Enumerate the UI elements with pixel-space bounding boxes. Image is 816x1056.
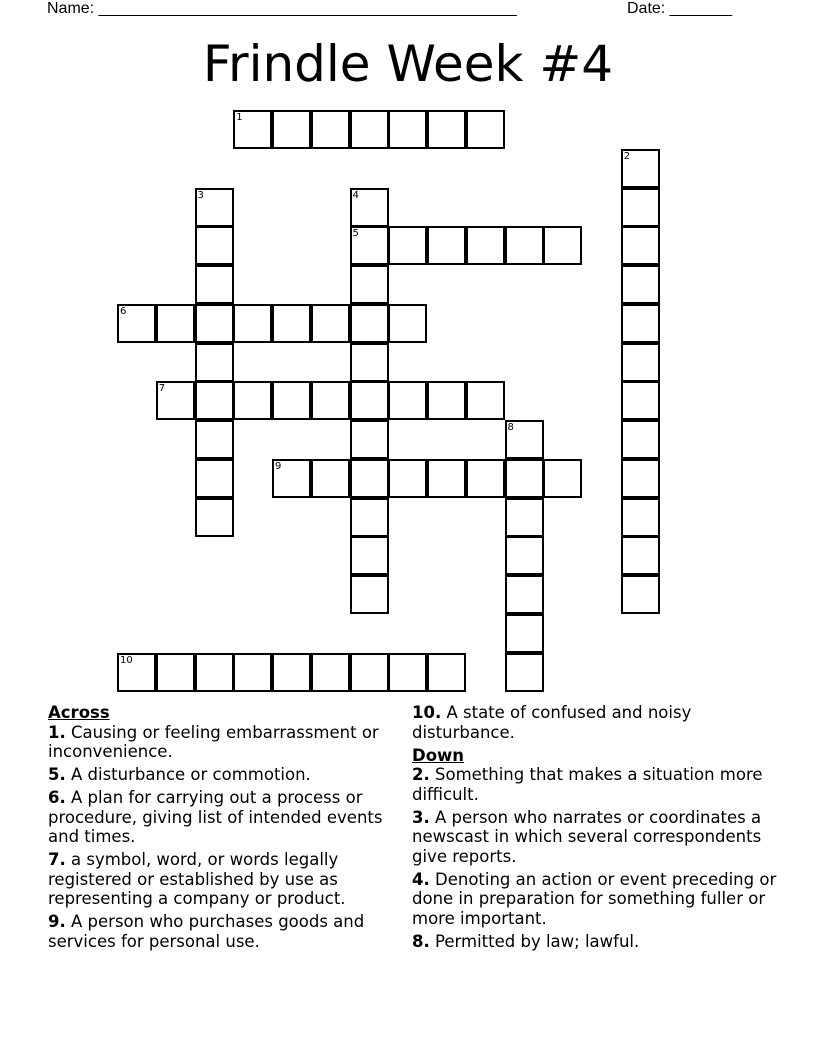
grid-cell[interactable] (233, 304, 272, 343)
clue-text: A person who narrates or coordinates a newscast in which several correspondents give reports. (412, 807, 762, 866)
grid-cell[interactable] (427, 381, 466, 420)
clue-text: A state of confused and noisy disturbance. (412, 703, 692, 742)
clue-text: a symbol, word, or words legally registered or established by use as representing a company or product. (48, 850, 346, 908)
grid-cell[interactable] (272, 304, 311, 343)
grid-cell[interactable] (272, 459, 311, 498)
page-title: Frindle Week #4 (202, 35, 614, 93)
grid-cell[interactable] (427, 459, 466, 498)
clue-number: 1. (48, 722, 66, 742)
grid-cell[interactable] (621, 343, 660, 382)
grid-cell[interactable] (350, 575, 389, 614)
grid-cell[interactable] (195, 420, 234, 459)
clues-column-left (48, 703, 393, 955)
grid-cell[interactable] (350, 265, 389, 304)
grid-cell[interactable] (195, 226, 234, 265)
clue-number-label: 4 (352, 189, 359, 201)
grid-cell[interactable] (621, 575, 660, 614)
clue-number-label: 3 (197, 189, 204, 201)
clue-number-label: 8 (507, 422, 514, 433)
grid-cell[interactable] (195, 188, 234, 227)
grid-cell[interactable] (543, 459, 582, 498)
grid-cell[interactable] (311, 459, 350, 498)
clue-number-label: 6 (120, 305, 127, 317)
grid-cell[interactable] (505, 575, 544, 614)
grid-cell[interactable] (505, 459, 544, 498)
grid-cell[interactable] (466, 459, 505, 498)
grid-cell[interactable] (117, 653, 156, 692)
clue-number: 7. (48, 850, 66, 869)
grid-cell[interactable] (505, 614, 544, 653)
clue-number-label: 2 (623, 150, 631, 162)
clue-down-4 (412, 870, 782, 929)
grid-cell[interactable] (388, 381, 427, 420)
grid-cell[interactable] (505, 226, 544, 265)
clue-text: Denoting an action or event preceding or done in preparation for something fuller or more important. (412, 869, 777, 928)
grid-cell[interactable] (350, 304, 389, 343)
clue-across-6 (48, 788, 393, 847)
clue-across-9 (48, 912, 393, 951)
grid-cell[interactable] (621, 498, 660, 537)
clue-text: Something that makes a situation more difficult. (412, 765, 763, 804)
clue-text: A disturbance or commotion. (71, 765, 311, 784)
grid-cell[interactable] (466, 226, 505, 265)
clue-number-label: 7 (158, 383, 166, 395)
grid-cell[interactable] (311, 381, 350, 420)
grid-cell[interactable] (195, 265, 234, 304)
grid-cell[interactable] (311, 304, 350, 343)
clue-down-3 (412, 808, 782, 867)
clue-text: Permitted by law; lawful. (435, 931, 640, 951)
grid-cell[interactable] (621, 149, 660, 188)
grid-cell[interactable] (350, 536, 389, 575)
grid-cell[interactable] (621, 304, 660, 343)
clue-text: A person who purchases goods and services for personal use. (48, 912, 365, 951)
grid-cell[interactable] (621, 265, 660, 304)
clue-across-7 (48, 850, 393, 909)
grid-cell[interactable] (272, 381, 311, 420)
grid-cell[interactable] (195, 343, 234, 382)
grid-cell[interactable] (272, 110, 311, 149)
clue-number: 6. (48, 788, 66, 807)
grid-cell[interactable] (505, 420, 544, 459)
grid-cell[interactable] (311, 653, 350, 692)
grid-cell[interactable] (233, 110, 272, 149)
clue-number-label: 1 (236, 112, 243, 123)
grid-cell[interactable] (350, 653, 389, 692)
name-field: Name: _______________________________________________ (47, 0, 517, 17)
grid-cell[interactable] (350, 498, 389, 537)
clue-number: 10. (412, 703, 442, 722)
clue-number: 2. (412, 765, 430, 784)
grid-cell[interactable] (350, 420, 389, 459)
clue-text: Causing or feeling embarrassment or inconvenience. (48, 722, 379, 761)
clue-number: 3. (412, 807, 430, 827)
grid-cell[interactable] (621, 226, 660, 265)
grid-cell[interactable] (388, 459, 427, 498)
grid-cell[interactable] (388, 226, 427, 265)
clue-across-10 (412, 703, 782, 742)
grid-cell[interactable] (388, 110, 427, 149)
grid-cell[interactable] (621, 188, 660, 227)
grid-cell[interactable] (505, 498, 544, 537)
grid-cell[interactable] (505, 653, 544, 692)
grid-cell[interactable] (156, 381, 195, 420)
grid-cell[interactable] (195, 304, 234, 343)
grid-cell[interactable] (195, 653, 234, 692)
grid-cell[interactable] (466, 110, 505, 149)
grid-cell[interactable] (156, 653, 195, 692)
clue-number-label: 10 (120, 654, 133, 666)
grid-cell[interactable] (195, 498, 234, 537)
clue-number-label: 5 (352, 228, 359, 240)
grid-cell[interactable] (427, 226, 466, 265)
across-heading: Across (48, 703, 110, 722)
grid-cell[interactable] (233, 653, 272, 692)
grid-cell[interactable] (621, 381, 660, 420)
grid-cell[interactable] (621, 420, 660, 459)
clue-text: A plan for carrying out a process or procedure, giving list of intended events and times. (48, 788, 383, 846)
grid-cell[interactable] (505, 536, 544, 575)
grid-cell[interactable] (272, 653, 311, 692)
grid-cell[interactable] (350, 110, 389, 149)
down-heading: Down (412, 745, 465, 765)
grid-cell[interactable] (388, 653, 427, 692)
grid-cell[interactable] (350, 381, 389, 420)
clue-number: 8. (412, 931, 430, 951)
grid-cell[interactable] (621, 536, 660, 575)
clue-across-5 (48, 765, 393, 785)
grid-cell[interactable] (350, 188, 389, 227)
grid-cell[interactable] (388, 304, 427, 343)
date-field: Date: _______ (627, 0, 732, 17)
clue-across-1 (48, 723, 393, 762)
grid-cell[interactable] (350, 459, 389, 498)
clue-number: 4. (412, 869, 430, 889)
grid-cell[interactable] (543, 226, 582, 265)
grid-cell[interactable] (195, 381, 234, 420)
grid-cell[interactable] (350, 343, 389, 382)
grid-cell[interactable] (311, 110, 350, 149)
grid-cell[interactable] (117, 304, 156, 343)
grid-cell[interactable] (195, 459, 234, 498)
grid-cell[interactable] (427, 110, 466, 149)
grid-cell[interactable] (233, 381, 272, 420)
clue-down-2 (412, 765, 782, 804)
grid-cell[interactable] (156, 304, 195, 343)
clues-column-right (412, 703, 782, 955)
clue-number: 5. (48, 765, 66, 784)
grid-cell[interactable] (621, 459, 660, 498)
grid-cell[interactable] (350, 226, 389, 265)
clue-down-8 (412, 932, 782, 952)
grid-cell[interactable] (466, 381, 505, 420)
clue-number-label: 9 (275, 460, 282, 472)
clue-number: 9. (48, 912, 66, 931)
grid-cell[interactable] (427, 653, 466, 692)
